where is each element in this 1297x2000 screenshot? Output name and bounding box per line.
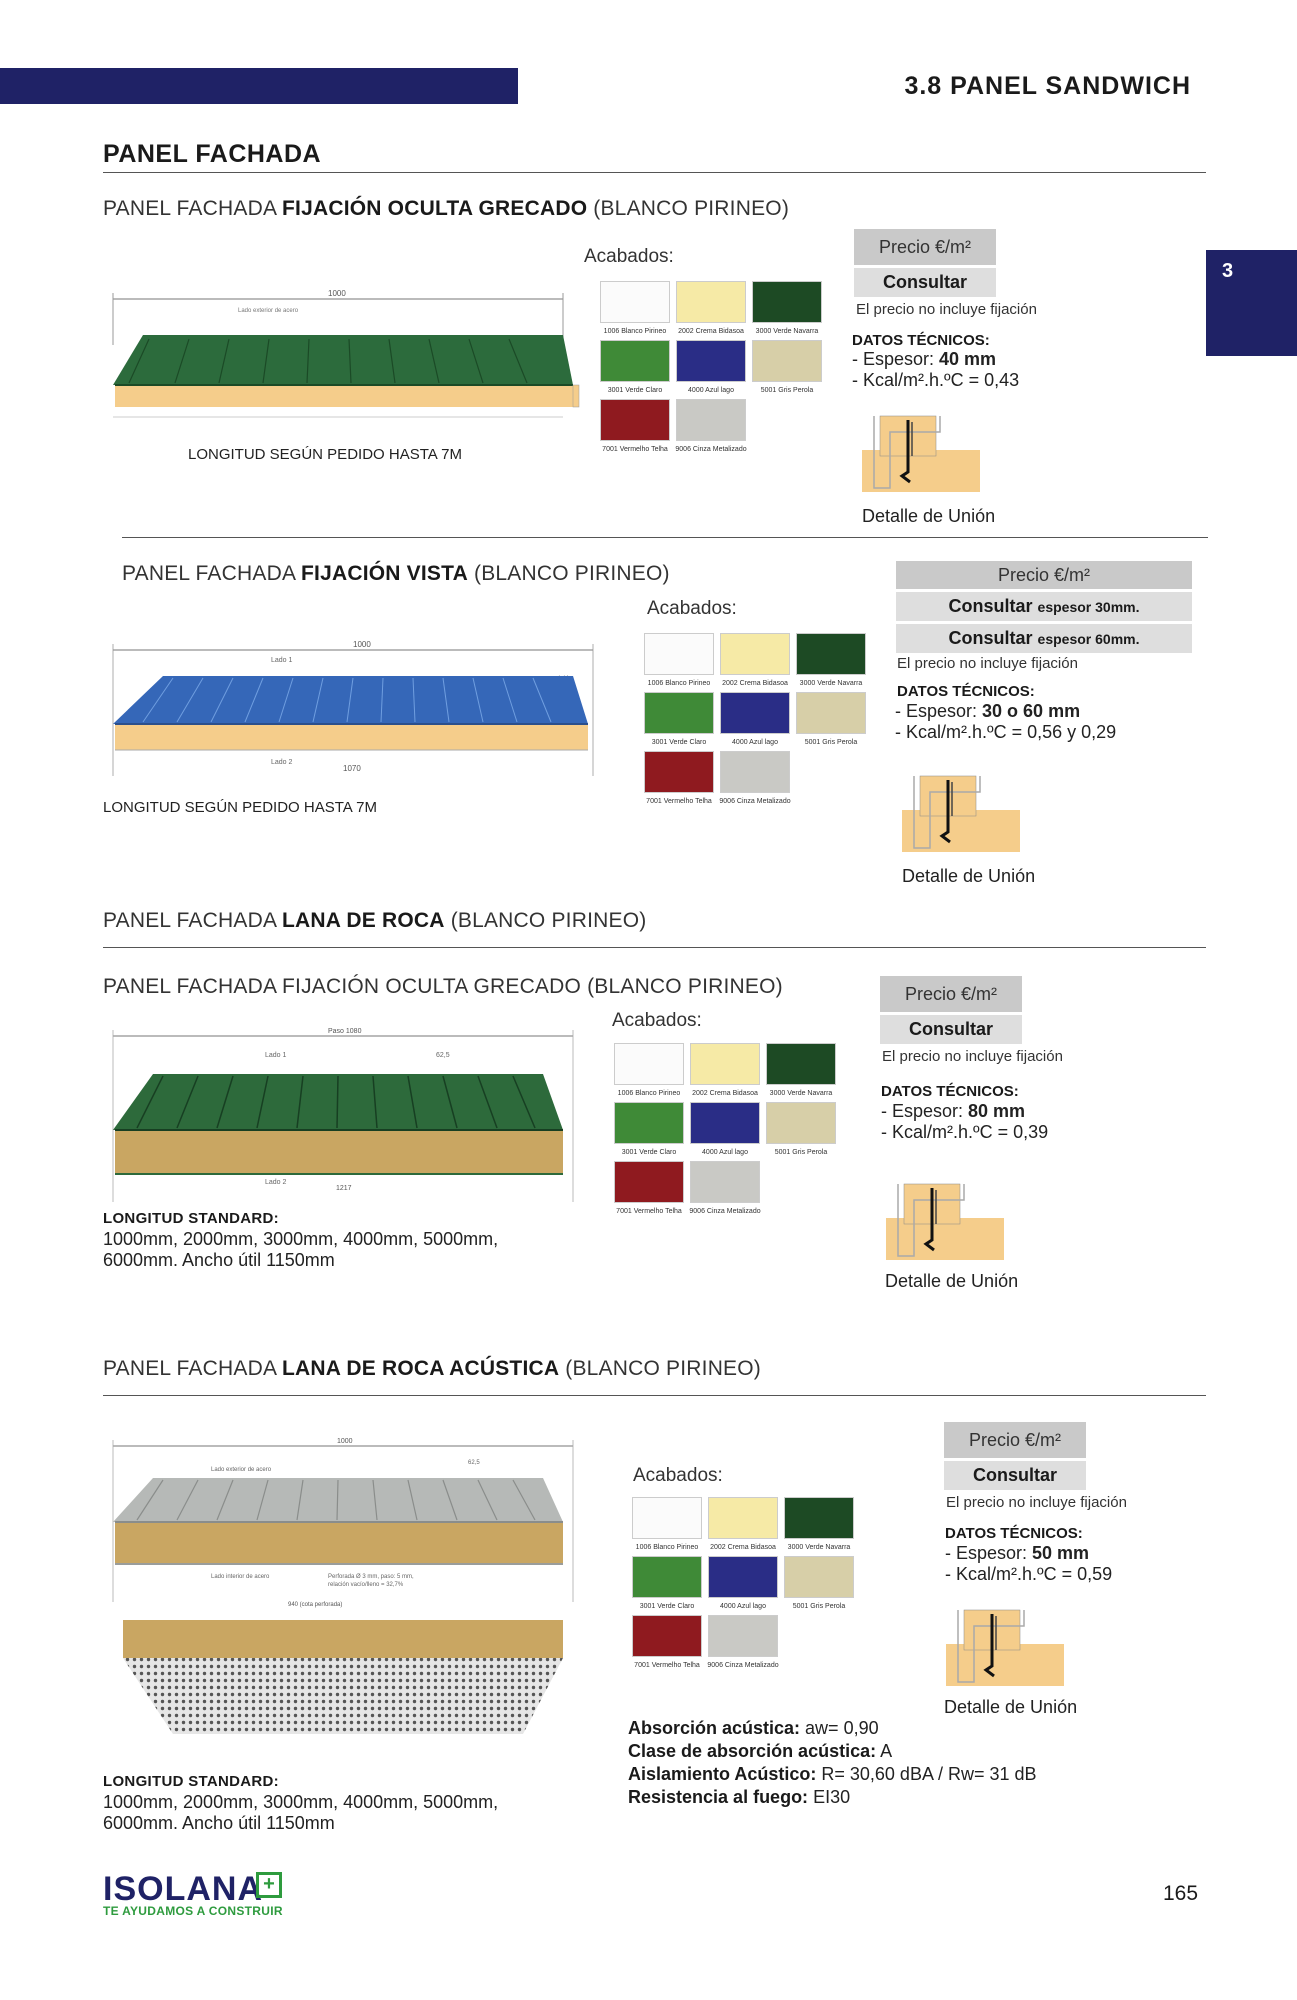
product-2-dim-bottom: 1070 [343, 764, 361, 773]
product-2-dim-top: 1000 [353, 640, 371, 649]
product-3-espesor: - Espesor: 80 mm [881, 1101, 1026, 1121]
product-4-kcal: - Kcal/m².h.ºC = 0,59 [945, 1564, 1113, 1584]
product-1-drawing [103, 285, 593, 435]
product-3-finishes-label: Acabados: [612, 1010, 702, 1031]
chapter-tab-number: 3 [1222, 260, 1234, 282]
swatch: 2002 Crema Bidasoa [690, 1043, 760, 1102]
product-2-length: LONGITUD SEGÚN PEDIDO HASTA 7M [103, 799, 377, 816]
swatch: 1006 Blanco Pirineo [644, 633, 714, 692]
swatch: 4000 Azul lago [690, 1102, 760, 1161]
product-1-price-note: El precio no incluye fijación [856, 301, 1037, 318]
page-number: 165 [1163, 1882, 1199, 1905]
logo-plus-icon: + [256, 1872, 282, 1898]
swatch: 4000 Azul lago [708, 1556, 778, 1615]
product-3-price-note: El precio no incluye fijación [882, 1048, 1063, 1065]
section-title: PANEL FACHADA [103, 140, 322, 168]
product-4-outer: Lado exterior de acero [211, 1467, 272, 1473]
swatch: 3001 Verde Claro [614, 1102, 684, 1161]
product-2-swatches [644, 633, 866, 810]
chapter-tab [1206, 250, 1297, 356]
price-header: Precio €/m² [880, 976, 1022, 1012]
swatch: 2002 Crema Bidasoa [708, 1497, 778, 1556]
product-4-espesor: - Espesor: 50 mm [945, 1543, 1090, 1563]
chapter-title: 3.8 PANEL SANDWICH [904, 72, 1191, 100]
product-3-joint-diagram [884, 1180, 1006, 1262]
product-1-outer-label: Lado exterior de acero [238, 308, 299, 314]
swatch: 7001 Vermelho Telha [644, 751, 714, 810]
product-3-rib: 62,5 [436, 1052, 450, 1059]
product-3-kcal: - Kcal/m².h.ºC = 0,39 [881, 1122, 1049, 1142]
product-2-joint-diagram [900, 772, 1022, 854]
swatch: 1006 Blanco Pirineo [600, 281, 670, 340]
product-3-dim-top: Paso 1080 [328, 1028, 362, 1035]
product-1-length: LONGITUD SEGÚN PEDIDO HASTA 7M [188, 446, 462, 463]
price-header: Precio €/m² [896, 561, 1192, 589]
product-3-swatches [614, 1043, 836, 1220]
product-3-side1: Lado 1 [265, 1052, 287, 1059]
product-1-finishes-label: Acabados: [584, 246, 674, 267]
swatch: 5001 Gris Perola [796, 692, 866, 751]
divider [122, 537, 1208, 538]
price-header: Precio €/m² [854, 229, 996, 265]
price-value-30: Consultar espesor 30mm. [896, 592, 1192, 621]
product-4-price-note: El precio no incluye fijación [946, 1494, 1127, 1511]
swatch: 3001 Verde Claro [600, 340, 670, 399]
swatch: 9006 Cinza Metalizado [708, 1615, 778, 1674]
swatch: 7001 Vermelho Telha [600, 399, 670, 458]
product-4-inner: Lado interior de acero [211, 1574, 270, 1580]
product-3-length-text: 1000mm, 2000mm, 3000mm, 4000mm, 5000mm, 6000mm. Ancho útil 1150mm [103, 1229, 499, 1270]
product-2-kcal: - Kcal/m².h.ºC = 0,56 y 0,29 [895, 722, 1117, 742]
swatch: 4000 Azul lago [676, 340, 746, 399]
swatch: 9006 Cinza Metalizado [690, 1161, 760, 1220]
product-4-perf2: relación vacío/lleno = 32,7% [328, 1582, 404, 1588]
product-4-finishes-label: Acabados: [633, 1465, 723, 1486]
swatch: 5001 Gris Perola [784, 1556, 854, 1615]
product-2-side1: Lado 1 [271, 657, 293, 664]
swatch: 7001 Vermelho Telha [614, 1161, 684, 1220]
product-1-title: PANEL FACHADA FIJACIÓN OCULTA GRECADO (BLANCO PIRINEO) [103, 197, 790, 220]
product-2-side2: Lado 2 [271, 759, 293, 766]
swatch: 1006 Blanco Pirineo [614, 1043, 684, 1102]
product-4-joint-diagram [944, 1606, 1066, 1688]
header-band [0, 68, 518, 104]
swatch: 5001 Gris Perola [752, 340, 822, 399]
product-1-joint-diagram [860, 412, 982, 494]
swatch: 3000 Verde Navarra [766, 1043, 836, 1102]
product-4-acoustic-specs [628, 1717, 1037, 1809]
product-4-swatches [632, 1497, 854, 1674]
product-4-joint-label: Detalle de Unión [944, 1697, 1078, 1717]
product-2-price-note: El precio no incluye fijación [897, 655, 1078, 672]
product-4-title: PANEL FACHADA LANA DE ROCA ACÚSTICA (BLANCO PIRINEO) [103, 1357, 761, 1380]
product-4-drawing [103, 1432, 593, 1742]
swatch: 2002 Crema Bidasoa [676, 281, 746, 340]
swatch: 1006 Blanco Pirineo [632, 1497, 702, 1556]
divider [103, 947, 1206, 948]
product-1-kcal: - Kcal/m².h.ºC = 0,43 [852, 370, 1020, 390]
swatch: 2002 Crema Bidasoa [720, 633, 790, 692]
swatch: 4000 Azul lago [720, 692, 790, 751]
product-1-swatches [600, 281, 822, 458]
swatch: 3000 Verde Navarra [784, 1497, 854, 1556]
isolana-logo: ISOLANA [103, 1870, 263, 1908]
product-4-perf: Perforada Ø 3 mm, paso: 5 mm, [328, 1574, 414, 1580]
product-3-drawing [103, 1022, 593, 1207]
product-1-price [854, 229, 996, 297]
product-3-dim-bottom: 1217 [336, 1185, 352, 1192]
swatch: 9006 Cinza Metalizado [676, 399, 746, 458]
product-1-dim-top: 1000 [328, 289, 346, 298]
product-2-joint-label: Detalle de Unión [902, 866, 1036, 886]
swatch: 3000 Verde Navarra [752, 281, 822, 340]
product-4-dim-top: 1000 [337, 1438, 353, 1445]
product-2-tech-title: DATOS TÉCNICOS: [897, 683, 1035, 700]
price-value: Consultar [944, 1461, 1086, 1490]
swatch: 9006 Cinza Metalizado [720, 751, 790, 810]
swatch: 7001 Vermelho Telha [632, 1615, 702, 1674]
acoustic-absorption: Absorción acústica: aw= 0,90 [628, 1718, 879, 1738]
product-4-price [944, 1422, 1086, 1490]
product-4-rib: 62,5 [468, 1460, 480, 1466]
product-4-tech-title: DATOS TÉCNICOS: [945, 1525, 1083, 1542]
product-3-tech-title: DATOS TÉCNICOS: [881, 1083, 1019, 1100]
price-value: Consultar [854, 268, 996, 297]
swatch: 3000 Verde Navarra [796, 633, 866, 692]
product-1-tech-title: DATOS TÉCNICOS: [852, 332, 990, 349]
price-header: Precio €/m² [944, 1422, 1086, 1458]
price-value: Consultar [880, 1015, 1022, 1044]
product-3-title: PANEL FACHADA FIJACIÓN OCULTA GRECADO (BLANCO PIRINEO) [103, 975, 783, 998]
divider [103, 1395, 1206, 1396]
group-title-lana-de-roca: PANEL FACHADA LANA DE ROCA (BLANCO PIRINEO) [103, 909, 647, 932]
product-2-drawing [103, 636, 623, 786]
acoustic-class: Clase de absorción acústica: A [628, 1741, 893, 1761]
swatch: 3001 Verde Claro [644, 692, 714, 751]
price-value-60: Consultar espesor 60mm. [896, 624, 1192, 653]
product-4-length-title: LONGITUD STANDARD: [103, 1773, 279, 1790]
product-4-dim-bottom: 940 (cota perforada) [288, 1602, 343, 1608]
product-2-finishes-label: Acabados: [647, 598, 737, 619]
product-1-espesor: - Espesor: 40 mm [852, 349, 997, 369]
product-3-joint-label: Detalle de Unión [885, 1271, 1019, 1291]
product-2-espesor: - Espesor: 30 o 60 mm [895, 701, 1081, 721]
section-rule [103, 172, 1206, 173]
acoustic-insulation: Aislamiento Acústico: R= 30,60 dBA / Rw= 31 dB [628, 1764, 1037, 1784]
product-3-side2: Lado 2 [265, 1179, 287, 1186]
swatch: 5001 Gris Perola [766, 1102, 836, 1161]
product-3-price [880, 976, 1022, 1044]
swatch: 3001 Verde Claro [632, 1556, 702, 1615]
product-4-length-text: 1000mm, 2000mm, 3000mm, 4000mm, 5000mm, 6000mm. Ancho útil 1150mm [103, 1792, 499, 1833]
product-2-price [896, 561, 1192, 653]
fire-resistance: Resistencia al fuego: EI30 [628, 1787, 851, 1807]
logo-slogan: TE AYUDAMOS A CONSTRUIR [103, 1904, 283, 1918]
product-2-title: PANEL FACHADA FIJACIÓN VISTA (BLANCO PIRINEO) [122, 562, 670, 585]
product-1-joint-label: Detalle de Unión [862, 506, 996, 526]
product-3-length-title: LONGITUD STANDARD: [103, 1210, 279, 1227]
